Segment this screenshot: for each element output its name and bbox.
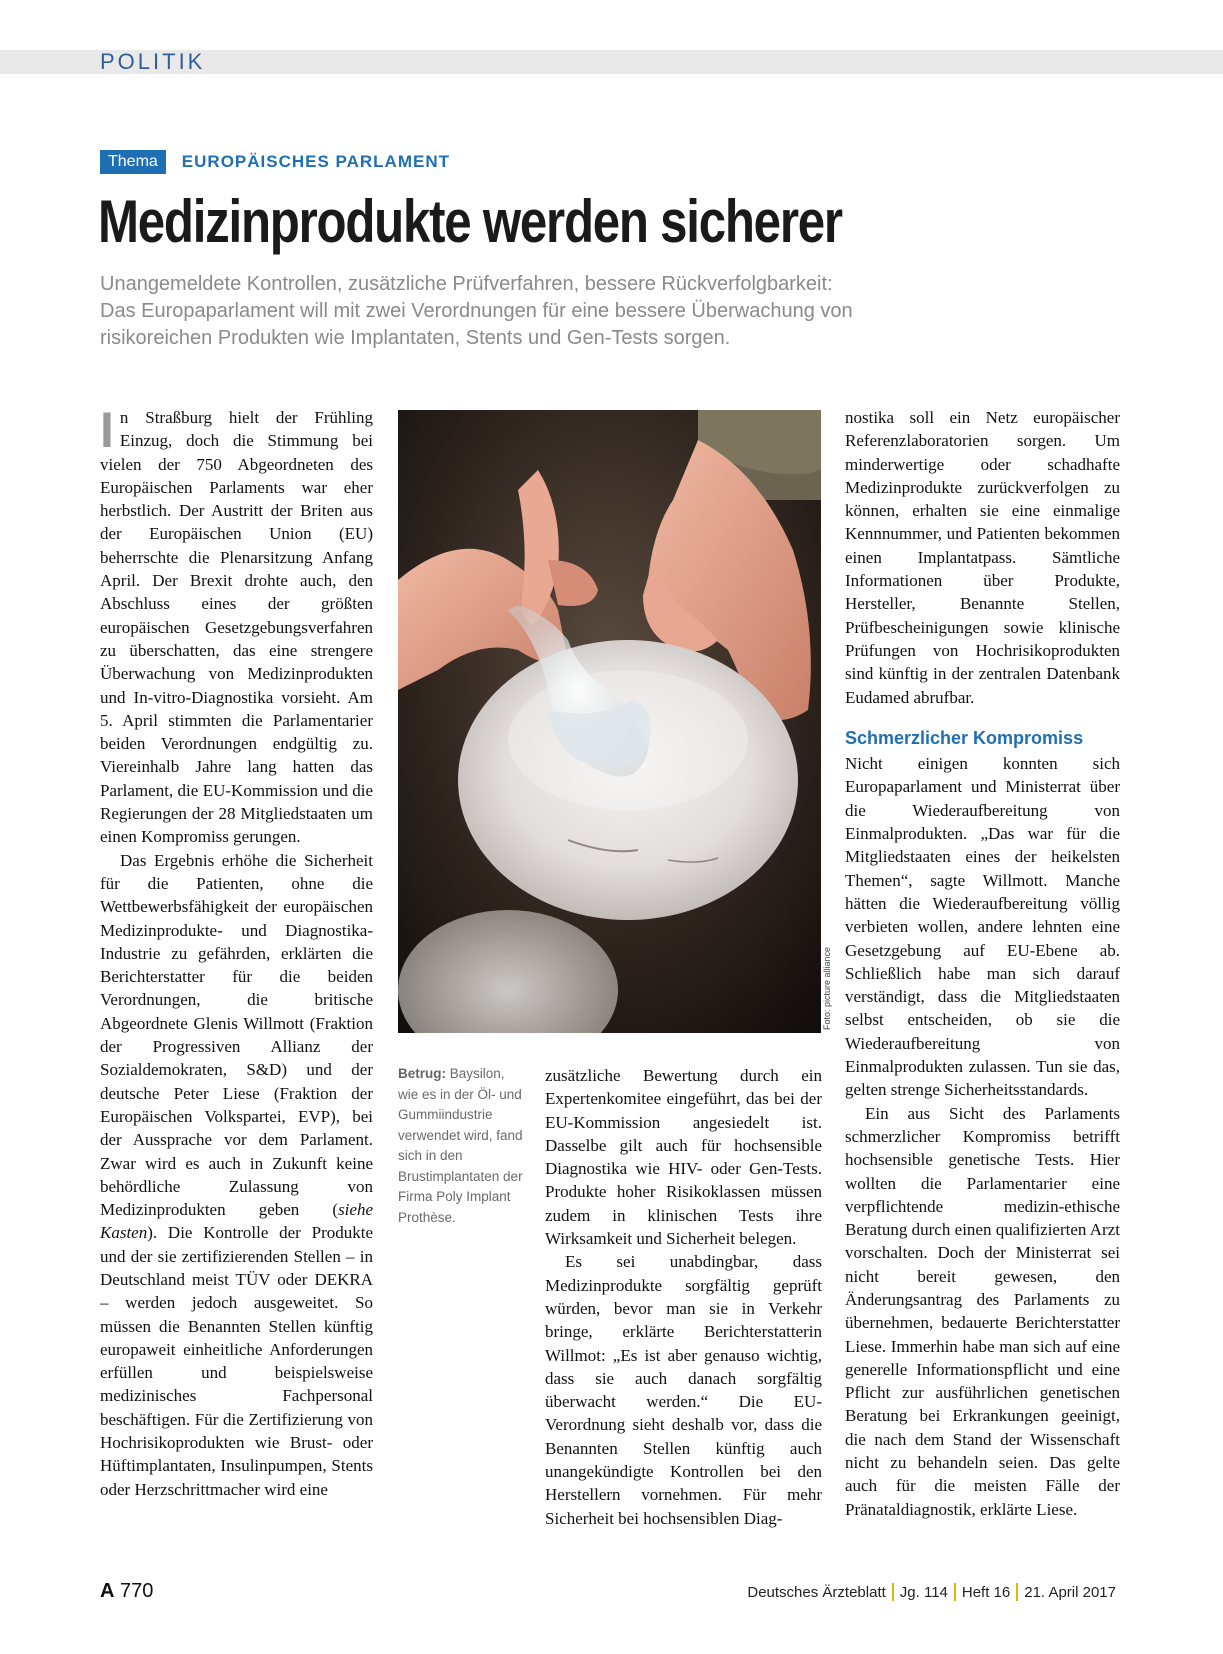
body-paragraph: In Straßburg hielt der Frühling Einzug, doch die Stimmung bei vielen der 750 Abgeordneten des Europäischen Parlaments war eher herbstlich. Der Austritt der Briten aus der Europäischen Union (EU) beherrschte die Plenarsitzung Anfang April. Der Brexit drohte auch, den Abschluss eines der größten europäischen Gesetzgebungsverfahren zu überschatten, das eine strengere Überwachung von Medizinprodukten und In-vitro-Diagnostika vorsieht. Am 5. April stimmten die Parlamentarier beiden Verordnungen endgültig zu. Viereinhalb Jahre lang hatten das Parlament, die EU-Kommission und die Regierungen der 28 Mitgliedstaaten um einen Kompromiss gerungen. xyxy=(100,402,373,847)
lead-line: risikoreichen Produkten wie Implantaten, Stents und Gen-Tests sorgen. xyxy=(100,327,731,349)
thema-badge: Thema xyxy=(100,150,166,174)
journal-name: Deutsches Ärzteblatt xyxy=(747,1583,886,1601)
caption-label: Betrug: xyxy=(398,1066,446,1081)
section-label: POLITIK xyxy=(100,49,206,74)
lead-line: Das Europaparlament will mit zwei Verordnungen für eine bessere Überwachung von xyxy=(100,300,853,322)
thema-topic: EUROPÄISCHES PARLAMENT xyxy=(181,152,450,171)
footer-publication-info xyxy=(747,1583,1116,1601)
body-column-3 xyxy=(845,406,1120,1521)
breast-implant-photo xyxy=(398,410,821,1033)
body-column-2 xyxy=(545,1064,822,1530)
thema-row xyxy=(100,150,450,174)
journal-issue: Heft 16 xyxy=(961,1583,1011,1601)
photo-illustration xyxy=(398,410,821,1033)
caption-text: Baysilon, wie es in der Öl- und Gummiindustrie verwendet wird, fand sich in den Brustimplantaten der Firma Poly Implant Prothèse. xyxy=(398,1066,523,1225)
folio-number: 770 xyxy=(120,1580,154,1602)
body-paragraph: zusätzliche Bewertung durch ein Expertenkomitee eingeführt, das bei der EU-Kommission angesiedelt ist. Dasselbe gilt auch für hochsensible Diagnostika wie HIV- oder Gen-Tests. Produkte hoher Risikoklassen müssen zudem in klinischen Tests ihre Wirksamkeit und Sicherheit belegen. xyxy=(545,1066,822,1249)
body-paragraph: Es sei unabdingbar, dass Medizinprodukte sorgfältig geprüft würden, bevor man sie in Verkehr bringe, erklärte Berichterstatterin Willmot: „Es ist aber genauso wichtig, dass sie auch danach sorgfältig überwacht werden.“ Die EU-Verordnung sieht deshalb vor, dass die Benannten Stellen künftig auch unangekündigte Kontrollen bei den Herstellern vornehmen. Für mehr Sicherheit bei hochsensiblen Diag- xyxy=(545,1252,822,1528)
headline: Medizinprodukte werden sicherer xyxy=(98,188,842,255)
body-paragraph: Das Ergebnis erhöhe die Sicherheit für die Patienten, ohne die Wettbewerbsfähigkeit der europäischen Medizinprodukte- und Diagnostika-Industrie zu gefährden, erklärten die Berichterstatter für die beiden Verordnungen, die britische Abgeordnete Glenis Willmott (Fraktion der Progressiven Allianz der Sozialdemokraten, S&D) und der deutsche Peter Liese (Fraktion der Europäischen Volkspartei, EVP), bei der Aussprache vor dem Parlament. Zwar wird es auch in Zukunft keine behördliche Zulassung von Medizinprodukten geben (siehe Kasten). Die Kontrolle der Produkte und der sie zertifizierenden Stellen – in Deutschland meist TÜV oder DEKRA – werden jedoch ausgeweitet. So müssen die Benannten Stellen künftig europaweit einheitliche Anforderungen erfüllen und beispielsweise medizinisches Fachpersonal beschäftigen. Für die Zertifizierung von Hochrisikoprodukten wie Brust- oder Hüftimplantaten, Insulinpumpen, Stents oder Herzschrittmacher wird eine xyxy=(100,850,373,1499)
folio-letter: A xyxy=(100,1580,115,1602)
footer-separator xyxy=(892,1583,894,1601)
subheading: Schmerzlicher Kompromiss xyxy=(845,727,1084,748)
body-paragraph: Nicht einigen konnten sich Europaparlament und Ministerrat über die Wiederaufbereitung von Einmalprodukten. „Das war für die Mitgliedstaaten eines der heikelsten Themen“, sagte Willmott. Manche hätten die Wiederaufbereitung völlig verbieten wollen, andere lehnten eine Gesetzgebung auf EU-Ebene ab. Schließlich habe man sich darauf verständigt, dass die Mitgliedstaaten selbst entscheiden, ob sie die Wiederaufbereitung von Einmalprodukten zulassen. Tun sie das, gelten strenge Sicherheitsstandards. xyxy=(845,754,1120,1100)
journal-volume: Jg. 114 xyxy=(899,1583,948,1601)
lead-line: Unangemeldete Kontrollen, zusätzliche Prüfverfahren, bessere Rückverfolgbarkeit: xyxy=(100,273,833,295)
footer-separator xyxy=(954,1583,956,1601)
body-column-1 xyxy=(100,402,373,1501)
journal-date: 21. April 2017 xyxy=(1024,1583,1116,1601)
photo-caption xyxy=(398,1064,523,1228)
body-paragraph: nostika soll ein Netz europäischer Referenzlaboratorien sorgen. Um minderwertige oder schadhafte Medizinprodukte zurückverfolgen zu können, erhalten sie eine einmalige Kennnummer, und Patienten bekommen einen Implantatpass. Sämtliche Informationen über Produkte, Hersteller, Benannte Stellen, Prüfbescheinigungen sowie klinische Prüfungen von Hochrisikoprodukten sind künftig in der zentralen Datenbank Eudamed abrufbar. xyxy=(845,408,1120,707)
body-paragraph: Ein aus Sicht des Parlaments schmerzlicher Kompromiss betrifft hochsensible genetische Tests. Hier wollten die Parlamentarier eine verpflichtende medizin-ethische Beratung durch einen qualifizierten Arzt vorschalten. Doch der Ministerrat sei nicht bereit gewesen, den Änderungsantrag des Parlaments zu übernehmen, bedauerte Berichterstatter Liese. Immerhin habe man sich auf eine generelle Informationspflicht und eine Pflicht zur ausführlichen genetischen Beratung bei Erkrankungen geeinigt, die nach dem Stand der Wissenschaft nicht zu behandeln seien. Das gelte auch für die meisten Fälle der Pränataldiagnostik, erklärte Liese. xyxy=(845,1103,1120,1519)
dropcap: I xyxy=(100,402,114,458)
photo-credit: Foto: picture alliance xyxy=(822,946,832,1030)
lead-paragraph xyxy=(100,271,1030,352)
footer-separator xyxy=(1016,1583,1018,1601)
page-number xyxy=(100,1580,153,1603)
cross-reference: siehe Kasten xyxy=(100,1200,373,1243)
